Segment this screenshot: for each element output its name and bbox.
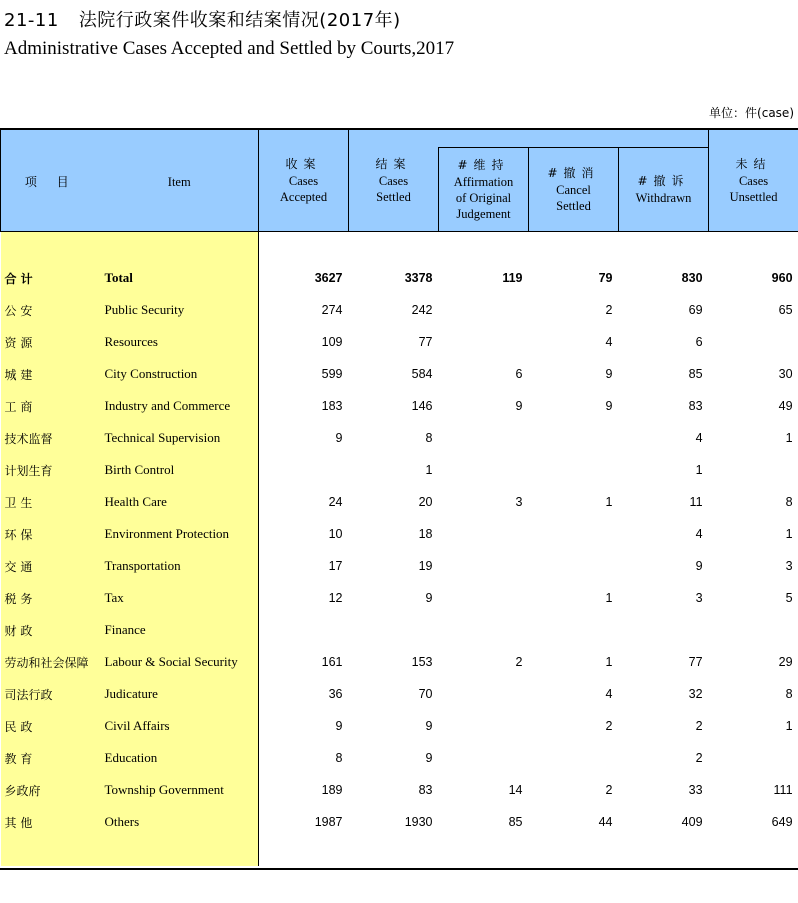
cell-settled: 146: [411, 399, 433, 413]
table-title-en: Administrative Cases Accepted and Settled by Courts,2017: [4, 38, 455, 59]
table-row: [1, 614, 798, 646]
cell-settled: 19: [418, 559, 433, 573]
spacer-row: [1, 838, 798, 866]
cell-settled: 83: [418, 783, 433, 797]
header-unsettled: 未结 Cases Unsettled: [709, 129, 798, 232]
cell-cancel: [529, 518, 619, 550]
header-cancel: #撤消 Cancel Settled: [529, 148, 619, 232]
cell-cancel: 79: [598, 271, 613, 285]
cell-affirmation: 2: [515, 655, 523, 669]
row-item-cn: 技术监督: [1, 422, 101, 454]
cell-accepted: 274: [321, 303, 343, 317]
unit-label: 单位：件(case): [709, 106, 794, 120]
table-bottom-rule: [0, 868, 798, 870]
cell-cancel: 4: [605, 335, 613, 349]
cell-cancel: 1: [605, 655, 613, 669]
title-cn-text: 法院行政案件收案和结案情况(2017年): [78, 10, 401, 31]
cell-unsettled: 1: [785, 431, 793, 445]
row-item-cn: 卫 生: [1, 486, 101, 518]
cell-affirmation: [439, 454, 529, 486]
row-item-cn: 司法行政: [1, 678, 101, 710]
cell-unsettled: 111: [773, 783, 793, 797]
cell-settled: 9: [425, 591, 433, 605]
cell-withdrawn: 69: [688, 303, 703, 317]
header-settled: 结案 Cases Settled: [349, 129, 439, 232]
cell-accepted: 36: [328, 687, 343, 701]
cell-unsettled: 30: [778, 367, 793, 381]
cell-affirmation: 6: [515, 367, 523, 381]
cell-withdrawn: 11: [689, 495, 703, 509]
cell-accepted: 599: [321, 367, 343, 381]
header-item-en: Item: [101, 129, 259, 232]
cell-accepted: 9: [335, 431, 343, 445]
cell-withdrawn: 32: [688, 687, 703, 701]
cell-withdrawn: 4: [695, 431, 703, 445]
row-item-en: Transportation: [101, 550, 259, 582]
table-row: [1, 326, 798, 358]
cell-cancel: 9: [605, 399, 613, 413]
row-item-en: Total: [101, 262, 259, 294]
table-header: [1, 129, 798, 232]
row-item-cn: 交 通: [1, 550, 101, 582]
cell-withdrawn: 2: [695, 719, 703, 733]
cell-withdrawn: [619, 614, 709, 646]
cell-affirmation: [439, 710, 529, 742]
table-row: [1, 710, 798, 742]
cell-unsettled: 29: [778, 655, 793, 669]
cell-affirmation: [439, 582, 529, 614]
cell-withdrawn: 77: [688, 655, 703, 669]
row-item-en: Civil Affairs: [101, 710, 259, 742]
cell-cancel: [529, 454, 619, 486]
cell-affirmation: 119: [502, 271, 523, 285]
cell-cancel: 2: [605, 303, 613, 317]
row-item-en: Health Care: [101, 486, 259, 518]
cell-settled: 242: [411, 303, 433, 317]
cell-settled: 70: [418, 687, 433, 701]
cell-unsettled: 8: [785, 687, 793, 701]
cell-cancel: 2: [605, 719, 613, 733]
table-row: [1, 422, 798, 454]
cell-cancel: 1: [605, 495, 613, 509]
row-item-cn: 工 商: [1, 390, 101, 422]
row-item-cn: 环 保: [1, 518, 101, 550]
spacer-row: [1, 232, 798, 263]
cell-accepted: 12: [328, 591, 343, 605]
table-body: [1, 232, 798, 867]
cell-settled: 3378: [404, 271, 433, 285]
cell-accepted: 9: [335, 719, 343, 733]
cell-accepted: [259, 454, 349, 486]
cell-withdrawn: 4: [695, 527, 703, 541]
cell-accepted: 1987: [314, 815, 343, 829]
cell-accepted: 8: [335, 751, 343, 765]
cell-accepted: 10: [328, 527, 343, 541]
cell-affirmation: 14: [508, 783, 523, 797]
row-item-en: City Construction: [101, 358, 259, 390]
row-item-en: Birth Control: [101, 454, 259, 486]
table-row: [1, 742, 798, 774]
cell-cancel: [529, 422, 619, 454]
table-row: [1, 390, 798, 422]
cell-settled: 8: [425, 431, 433, 445]
table-row: [1, 294, 798, 326]
row-item-cn: 城 建: [1, 358, 101, 390]
row-item-cn: 合 计: [1, 262, 101, 294]
header-accepted: 收案 Cases Accepted: [259, 129, 349, 232]
cell-settled: 18: [418, 527, 433, 541]
cell-accepted: 17: [328, 559, 343, 573]
table-row: [1, 806, 798, 838]
cell-unsettled: [709, 742, 798, 774]
cell-unsettled: 8: [785, 495, 793, 509]
row-item-cn: 教 育: [1, 742, 101, 774]
header-settled-group: [439, 129, 709, 148]
row-item-en: Finance: [101, 614, 259, 646]
row-item-en: Industry and Commerce: [101, 390, 259, 422]
cell-unsettled: 1: [785, 719, 793, 733]
data-table-wrapper: [0, 128, 798, 870]
table-row: [1, 582, 798, 614]
row-item-en: Tax: [101, 582, 259, 614]
cell-withdrawn: 409: [681, 815, 703, 829]
cell-unsettled: [709, 454, 798, 486]
cell-accepted: 161: [321, 655, 343, 669]
cell-settled: 1: [425, 463, 433, 477]
cell-settled: 20: [418, 495, 433, 509]
header-withdrawn: #撤诉 Withdrawn: [619, 148, 709, 232]
cell-accepted: 183: [321, 399, 343, 413]
cell-unsettled: [709, 326, 798, 358]
row-item-en: Judicature: [101, 678, 259, 710]
cell-cancel: 2: [605, 783, 613, 797]
cell-unsettled: 960: [771, 271, 793, 285]
table-row: [1, 550, 798, 582]
row-item-cn: 资 源: [1, 326, 101, 358]
header-affirmation: #维持 Affirmation of Original Judgement: [439, 148, 529, 232]
cell-settled: 9: [425, 719, 433, 733]
row-item-cn: 计划生育: [1, 454, 101, 486]
table-row: [1, 486, 798, 518]
cell-affirmation: [439, 678, 529, 710]
cell-withdrawn: 85: [688, 367, 703, 381]
cell-unsettled: 49: [778, 399, 793, 413]
cell-unsettled: 5: [785, 591, 793, 605]
cell-affirmation: [439, 422, 529, 454]
cell-unsettled: 649: [771, 815, 793, 829]
cell-accepted: 24: [328, 495, 343, 509]
cell-affirmation: 85: [508, 815, 523, 829]
table-row: [1, 518, 798, 550]
row-item-en: Environment Protection: [101, 518, 259, 550]
row-item-en: Education: [101, 742, 259, 774]
cell-accepted: 109: [321, 335, 343, 349]
table-row: [1, 678, 798, 710]
cell-unsettled: 1: [785, 527, 793, 541]
cell-affirmation: [439, 550, 529, 582]
cell-withdrawn: 3: [695, 591, 703, 605]
cell-withdrawn: 2: [695, 751, 703, 765]
table-number: 21-11: [4, 10, 59, 31]
cell-withdrawn: 83: [688, 399, 703, 413]
table-row: [1, 774, 798, 806]
cell-settled: 584: [411, 367, 433, 381]
cell-accepted: 3627: [314, 271, 343, 285]
cell-cancel: 1: [605, 591, 613, 605]
cell-affirmation: [439, 294, 529, 326]
cell-unsettled: [709, 614, 798, 646]
cell-affirmation: 9: [515, 399, 523, 413]
cell-accepted: 189: [321, 783, 343, 797]
cell-affirmation: 3: [515, 495, 523, 509]
cell-accepted: [259, 614, 349, 646]
cell-affirmation: [439, 742, 529, 774]
cell-withdrawn: 6: [695, 335, 703, 349]
row-item-en: Others: [101, 806, 259, 838]
row-item-cn: 公 安: [1, 294, 101, 326]
row-item-en: Labour & Social Security: [101, 646, 259, 678]
table-row: [1, 646, 798, 678]
row-item-en: Resources: [101, 326, 259, 358]
cell-cancel: [529, 550, 619, 582]
cell-cancel: [529, 614, 619, 646]
cell-affirmation: [439, 326, 529, 358]
row-item-cn: 财 政: [1, 614, 101, 646]
cell-settled: [349, 614, 439, 646]
cell-withdrawn: 33: [688, 783, 703, 797]
row-item-cn: 税 务: [1, 582, 101, 614]
cell-settled: 153: [411, 655, 433, 669]
table-row: [1, 454, 798, 486]
cell-unsettled: 3: [785, 559, 793, 573]
row-item-en: Township Government: [101, 774, 259, 806]
table-row: [1, 358, 798, 390]
cell-settled: 1930: [404, 815, 433, 829]
cell-affirmation: [439, 518, 529, 550]
cell-withdrawn: 9: [695, 559, 703, 573]
cell-cancel: 9: [605, 367, 613, 381]
cell-cancel: 44: [598, 815, 613, 829]
cell-cancel: [529, 742, 619, 774]
row-item-en: Public Security: [101, 294, 259, 326]
row-item-cn: 民 政: [1, 710, 101, 742]
table-title-cn: [4, 6, 401, 32]
row-item-cn: 其 他: [1, 806, 101, 838]
total-row: [1, 262, 798, 294]
header-item-cn: 项 目: [1, 129, 101, 232]
row-item-en: Technical Supervision: [101, 422, 259, 454]
cell-withdrawn: 1: [695, 463, 703, 477]
cell-cancel: 4: [605, 687, 613, 701]
cell-affirmation: [439, 614, 529, 646]
cell-withdrawn: 830: [681, 271, 703, 285]
row-item-cn: 劳动和社会保障: [1, 646, 101, 678]
cell-unsettled: 65: [778, 303, 793, 317]
data-table: [0, 128, 798, 866]
cell-settled: 9: [425, 751, 433, 765]
row-item-cn: 乡政府: [1, 774, 101, 806]
cell-settled: 77: [418, 335, 433, 349]
